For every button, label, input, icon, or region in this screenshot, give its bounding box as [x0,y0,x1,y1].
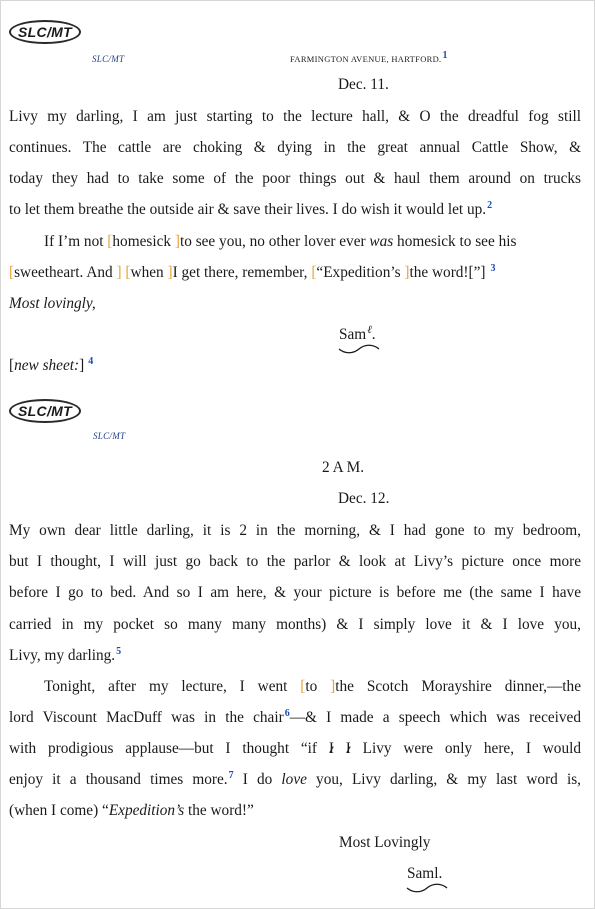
text-segment: enjoy it a thousand times more. [9,771,228,788]
footnote-5-link[interactable]: 5 [116,645,122,657]
text-line: but I thought, I will just go back to the parlor & look at Livy’s picture once more [9,553,581,570]
text-line [9,201,492,219]
editorial-bracket: [ [125,264,131,281]
logo-text: SLC/MT [9,399,81,423]
text-segment: If I’m not [44,233,108,250]
struck-letter: I [345,740,351,757]
text-segment: I get there, remember, [172,264,312,281]
footnote-1-link[interactable]: 1 [442,50,448,62]
text-segment: I do [233,771,282,788]
slc-mt-logo [9,399,81,423]
editorial-bracket: [ [107,233,113,250]
editorial-note [9,357,93,375]
text-line [44,233,516,251]
slc-mt-logo [9,20,81,44]
text-segment: homesick to see his [393,233,517,250]
footnote-3-link[interactable]: 3 [490,262,496,274]
footnote-6-link[interactable]: 6 [284,707,290,719]
signature-flourish [337,343,381,355]
text-line [9,771,581,789]
bracket: [ [9,357,15,374]
text-segment: when [130,264,168,281]
closing-line: Most Lovingly [339,834,431,851]
text-segment: homesick [112,233,175,250]
editorial-bracket: [ [9,264,15,281]
source-tag-link[interactable]: SLC/MT [93,431,126,441]
source-tag-link[interactable]: SLC/MT [92,54,125,64]
text-line [9,802,254,820]
text-line: before I go to bed. And so I am here, & your picture is before me (the same I have [9,584,581,601]
text-segment: the Scotch Morayshire dinner,—the [335,678,581,695]
signature-text: Sam [339,326,367,343]
editorial-bracket: [ [300,678,306,695]
editorial-bracket: [ [311,264,317,281]
text-line [44,678,581,696]
text-segment: the word!” [184,802,254,819]
text-line: continues. The cattle are choking & dying in the great annual Cattle Show, & [9,139,581,156]
footnote-2-link[interactable]: 2 [487,199,493,211]
editorial-bracket: ] [167,264,173,281]
text-line [9,647,121,665]
text-segment: Livy, my darling. [9,647,116,664]
text-segment: (when I come) “ [9,802,109,819]
signature-text: Saml [407,865,439,882]
signature-flourish [405,882,449,894]
date-line: Dec. 11. [338,76,389,93]
editorial-bracket: ] [174,233,180,250]
text-segment: with prodigious applause—but I thought “if [9,740,329,757]
closing: Most lovingly, [9,295,96,312]
text-segment: “Expedition’s [316,264,405,281]
text-segment: —& I made a speech which was received [289,709,581,726]
editorial-bracket: ] [330,678,336,695]
text-line: My own dear little darling, it is 2 in the morning, & I had gone to my bedroom, [9,522,581,539]
struck-letter: I [328,740,334,757]
closing-line [9,295,96,313]
text-segment: the word! [409,264,469,281]
time-line: 2 A M. [322,459,365,476]
bracket: ] [79,357,85,374]
text-segment: Tonight, after my lecture, I went [44,678,301,695]
date-line: Dec. 12. [338,490,390,507]
text-line [9,264,496,282]
text-segment: sweetheart. And [14,264,117,281]
text-segment: to see you, no other lover ever [179,233,370,250]
footnote-4-link[interactable]: 4 [88,355,94,367]
logo-text: SLC/MT [9,20,81,44]
signature [407,865,442,883]
text-segment: you, Livy darling, & my last word is, [306,771,581,788]
text-line: today they had to take some of the poor things out & haul them around on trucks [9,170,581,187]
emphasis: was [369,233,394,250]
text-line [9,740,581,758]
editorial-bracket: ] [116,264,122,281]
text-segment: lord Viscount MacDuff was in the chair [9,709,284,726]
text-line: carried in my pocket so many many months) & I simply love it & I love you, [9,616,581,633]
signature-mark: ℓ [367,323,372,336]
letterhead [290,50,448,64]
emphasis: love [281,771,307,788]
signature-dot: . [438,865,443,882]
signature-dot: . [371,326,376,343]
text-segment: [”] [468,264,486,281]
editorial-bracket: ] [404,264,410,281]
footnote-7-link[interactable]: 7 [228,769,234,781]
text-segment: to [305,678,331,695]
text-segment: Livy were only here, I would [350,740,581,757]
text-line [9,709,581,727]
emphasis: Expedition’s [108,802,185,819]
text-line: Livy my darling, I am just starting to the lecture hall, & O the dreadful fog still [9,108,581,125]
text-segment: to let them breathe the outside air & save their lives. I do wish it would let up. [9,201,487,218]
letterhead-text: FARMINGTON AVENUE, HARTFORD. [290,54,442,64]
note-text: new sheet: [14,357,80,374]
signature [339,323,376,344]
